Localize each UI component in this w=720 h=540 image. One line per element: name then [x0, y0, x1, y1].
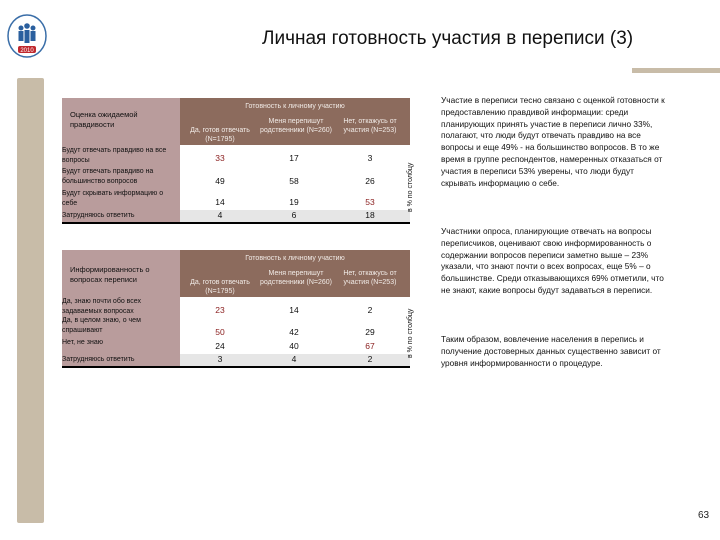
column-header: Меня перепишут родственники (N=260): [260, 118, 332, 134]
table-cell: 40: [289, 341, 299, 351]
column-header: Меня перепишут родственники (N=260): [260, 270, 332, 286]
table-cell: 53: [365, 197, 375, 207]
table-cell: 2: [367, 305, 373, 315]
table-cell: 67: [365, 341, 375, 351]
table-cell: 14: [289, 305, 299, 315]
table-awareness: [62, 250, 410, 368]
table-cell: 29: [365, 327, 375, 337]
table-cell: 3: [217, 354, 223, 364]
table-question: Оценка ожидаемой правдивости: [70, 110, 138, 129]
group-header: Готовность к личному участию: [245, 103, 345, 110]
table-cell: 24: [215, 341, 225, 351]
table-cell: 19: [289, 197, 299, 207]
column-header: Нет, откажусь от участия (N=253): [343, 270, 397, 286]
row-label: Затрудняюсь ответить: [62, 356, 135, 363]
row-label: Будут отвечать правдиво на большинство вопросов: [62, 168, 154, 185]
table-cell: 2: [367, 354, 373, 364]
side-accent-bar: [17, 78, 44, 523]
row-label: Будут отвечать правдиво на все вопросы: [62, 147, 167, 164]
page-title: Личная готовность участия в переписи (3): [262, 28, 634, 49]
table-divider: [62, 366, 410, 368]
row-label: Да, в целом знаю, о чем спрашивают: [62, 317, 141, 334]
column-header: Нет, откажусь от участия (N=253): [343, 118, 397, 134]
table-cell: 26: [365, 176, 375, 186]
row-label: Будут скрывать информацию о себе: [62, 190, 164, 207]
table-question: Информированность о вопросах переписи: [70, 265, 150, 284]
table-cell: 50: [215, 327, 225, 337]
group-header: Готовность к личному участию: [245, 255, 345, 262]
column-header: Да, готов отвечать (N=1795): [190, 279, 250, 295]
row-label: Затрудняюсь ответить: [62, 212, 135, 219]
table-cell: 49: [215, 176, 225, 186]
svg-text:2010: 2010: [20, 48, 34, 54]
column-header: Да, готов отвечать (N=1795): [190, 127, 250, 143]
table-cell: 4: [291, 354, 297, 364]
census-logo: [4, 12, 50, 64]
accent-bar: [632, 68, 720, 73]
table-cell: 18: [365, 210, 375, 220]
table-cell: 23: [215, 305, 225, 315]
table-cell: 42: [289, 327, 299, 337]
table-cell: 4: [217, 210, 223, 220]
table-cell: 17: [289, 153, 299, 163]
table-header: [180, 98, 410, 145]
table-cell: 6: [291, 210, 297, 220]
table-truthfulness: [62, 98, 410, 224]
table-cell: 3: [367, 153, 373, 163]
table-note: в % по столбцу: [407, 308, 414, 358]
row-label: Да, знаю почти обо всех задаваемых вопросах: [62, 298, 142, 315]
table-header: [180, 250, 410, 297]
paragraph: Участие в переписи тесно связано с оценкой готовности к предоставлению правдивой информации: среди планирующих принять участие в переписи лично 33%, полагают, что люди будут отвечать правдиво на все вопросы и еще 49% - на большинство вопросов. В то же время в группе респондентов, намеренных отказаться от участия в переписи 53% уверены, что люди будут скрывать информацию о себе.: [441, 95, 665, 188]
table-cell: 58: [289, 176, 299, 186]
table-divider: [62, 222, 410, 224]
row-label: Нет, не знаю: [62, 339, 103, 346]
paragraph: Таким образом, вовлечение населения в перепись и получение достоверных данных существенно зависит от уровня информированности о процедуре.: [441, 334, 661, 368]
table-note: в % по столбцу: [407, 162, 414, 212]
table-cell: 14: [215, 197, 225, 207]
page-number: 63: [698, 510, 710, 521]
paragraph: Участники опроса, планирующие отвечать на вопросы переписчиков, оценивают свою информированность о содержании вопросов переписи заметно выше – 23% указали, что знают почти о всех вопросах, еще 5% – о большинстве. Среди отказывающихся 69% отметили, что не знают, какие вопросы будут задаваться в переписи.: [441, 226, 664, 295]
table-cell: 33: [215, 153, 225, 163]
